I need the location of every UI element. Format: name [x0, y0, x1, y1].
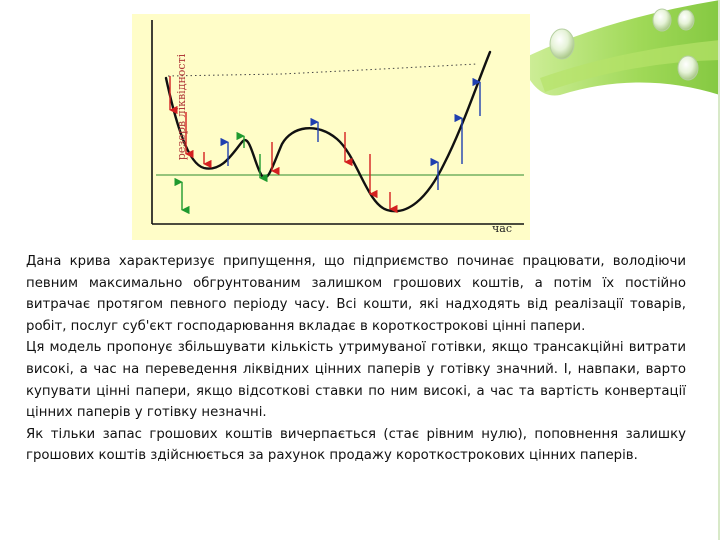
water-drop-icon	[678, 56, 698, 80]
water-drop-icon	[678, 10, 694, 30]
paragraph: Дана крива характеризує припущення, що підприємство починає працювати, володіючи певним максимально обгрунтованим залишком грошових коштів, а потім їх постійно витрачає протягом певного періоду часу. Всі кошти, які надходять від реалізації товарів, робіт, послуг суб'єкт господарювання вкладає в короткострокові цінні папери.	[26, 254, 686, 334]
liquidity-curve	[166, 52, 490, 211]
y-axis-label: резерв ліквідності	[175, 53, 188, 161]
diagram-panel	[132, 14, 530, 240]
water-drop-icon	[550, 29, 574, 59]
paragraph: Ця модель пропонує збільшувати кількість утримуваної готівки, якщо трансакційні витрати високі, а час на переведення ліквідних цінних паперів у готівку значний. І, навпаки, варто купувати цінні папери, якщо відсоткові ставки по ним високі, а час та вартість конвертації цінних паперів у готівку незначні.	[26, 340, 686, 421]
paragraph: Як тільки запас грошових коштів вичерпається (стає рівним нулю), поповнення залишку грошових коштів здійснюється за рахунок продажу короткострокових цінних паперів.	[26, 426, 686, 464]
water-drop-icon	[653, 9, 671, 31]
explanation-text	[26, 251, 686, 467]
x-axis-label: час	[492, 222, 512, 235]
liquidity-diagram	[132, 14, 530, 240]
max-level-dotted-line	[168, 64, 477, 76]
